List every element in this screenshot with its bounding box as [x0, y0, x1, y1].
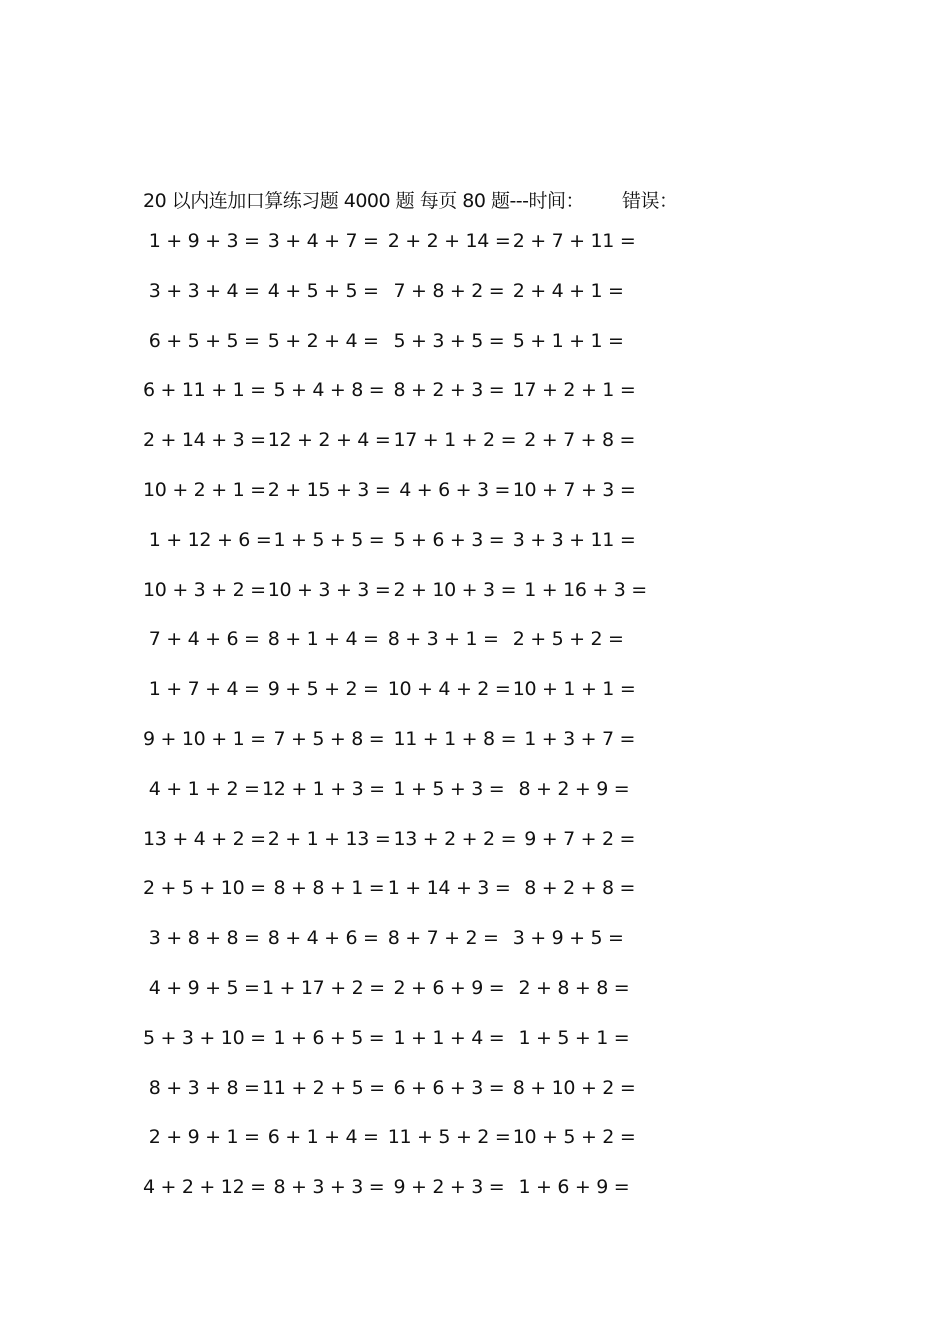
arithmetic-problem: 5 + 3 + 10 = — [143, 1026, 266, 1049]
worksheet-header — [143, 186, 678, 213]
arithmetic-problem: 1 + 9 + 3 = — [143, 230, 260, 252]
arithmetic-problem: 2 + 2 + 14 = — [382, 230, 511, 252]
arithmetic-problem: 4 + 9 + 5 = — [143, 977, 260, 999]
arithmetic-problem: 7 + 8 + 2 = — [382, 279, 505, 302]
problem-row — [0, 280, 950, 310]
problem-row — [0, 678, 950, 708]
arithmetic-problem: 1 + 14 + 3 = — [382, 877, 511, 900]
arithmetic-problem: 8 + 8 + 1 = — [262, 877, 385, 900]
arithmetic-problem: 9 + 5 + 2 = — [262, 678, 379, 701]
arithmetic-problem: 8 + 10 + 2 = — [507, 1076, 636, 1099]
arithmetic-problem: 8 + 2 + 8 = — [507, 877, 636, 900]
arithmetic-problem: 8 + 3 + 8 = — [143, 1076, 260, 1099]
arithmetic-problem: 1 + 5 + 1 = — [507, 1026, 630, 1049]
arithmetic-problem: 10 + 2 + 1 = — [143, 479, 266, 501]
problem-row — [0, 977, 950, 1007]
arithmetic-problem: 3 + 8 + 8 = — [143, 927, 260, 950]
arithmetic-problem: 1 + 3 + 7 = — [507, 728, 636, 750]
arithmetic-problem: 2 + 7 + 11 = — [507, 230, 636, 252]
arithmetic-problem: 17 + 2 + 1 = — [507, 379, 636, 402]
arithmetic-problem: 13 + 4 + 2 = — [143, 827, 266, 850]
arithmetic-problem: 12 + 1 + 3 = — [262, 777, 385, 800]
arithmetic-problem: 5 + 2 + 4 = — [262, 329, 379, 352]
arithmetic-problem: 3 + 4 + 7 = — [262, 230, 379, 252]
arithmetic-problem: 1 + 6 + 9 = — [507, 1176, 630, 1199]
arithmetic-problem: 2 + 15 + 3 = — [262, 479, 391, 501]
arithmetic-problem: 1 + 5 + 5 = — [262, 528, 385, 551]
arithmetic-problem: 1 + 5 + 3 = — [382, 777, 505, 800]
arithmetic-problem: 17 + 1 + 2 = — [382, 429, 517, 452]
arithmetic-problem: 8 + 3 + 1 = — [382, 628, 499, 651]
arithmetic-problem: 3 + 3 + 11 = — [507, 528, 636, 551]
arithmetic-problem: 1 + 16 + 3 = — [507, 578, 647, 601]
arithmetic-problem: 2 + 7 + 8 = — [507, 429, 636, 452]
arithmetic-problem: 2 + 9 + 1 = — [143, 1126, 260, 1149]
arithmetic-problem: 6 + 6 + 3 = — [382, 1076, 505, 1099]
arithmetic-problem: 1 + 17 + 2 = — [262, 977, 385, 999]
arithmetic-problem: 10 + 3 + 3 = — [262, 578, 391, 601]
arithmetic-problem: 10 + 5 + 2 = — [507, 1126, 636, 1149]
problem-row — [0, 1126, 950, 1156]
arithmetic-problem: 10 + 4 + 2 = — [382, 678, 511, 701]
arithmetic-problem: 10 + 1 + 1 = — [507, 678, 636, 701]
problem-row — [0, 579, 950, 609]
arithmetic-problem: 8 + 2 + 9 = — [507, 777, 630, 800]
problem-row — [0, 828, 950, 858]
arithmetic-problem: 1 + 6 + 5 = — [262, 1026, 385, 1049]
problem-row — [0, 230, 950, 260]
problem-row — [0, 379, 950, 409]
arithmetic-problem: 6 + 11 + 1 = — [143, 379, 266, 402]
worksheet-title: 20 以内连加口算练习题 4000 题 每页 80 题---时间： — [143, 190, 585, 212]
arithmetic-problem: 7 + 4 + 6 = — [143, 628, 260, 651]
problem-row — [0, 479, 950, 509]
arithmetic-problem: 1 + 12 + 6 = — [143, 528, 272, 551]
arithmetic-problem: 8 + 2 + 3 = — [382, 379, 505, 402]
problem-row — [0, 529, 950, 559]
arithmetic-problem: 8 + 1 + 4 = — [262, 628, 379, 651]
problem-row — [0, 429, 950, 459]
arithmetic-problem: 2 + 10 + 3 = — [382, 578, 517, 601]
arithmetic-problem: 10 + 7 + 3 = — [507, 479, 636, 501]
arithmetic-problem: 4 + 1 + 2 = — [143, 777, 260, 800]
arithmetic-problem: 2 + 1 + 13 = — [262, 827, 391, 850]
arithmetic-problem: 8 + 4 + 6 = — [262, 927, 379, 950]
arithmetic-problem: 11 + 2 + 5 = — [262, 1076, 385, 1099]
arithmetic-problem: 3 + 3 + 4 = — [143, 279, 260, 302]
arithmetic-problem: 11 + 5 + 2 = — [382, 1126, 511, 1149]
arithmetic-problem: 6 + 5 + 5 = — [143, 329, 260, 352]
arithmetic-problem: 10 + 3 + 2 = — [143, 578, 266, 601]
arithmetic-problem: 8 + 7 + 2 = — [382, 927, 499, 950]
problem-row — [0, 778, 950, 808]
arithmetic-problem: 2 + 4 + 1 = — [507, 279, 624, 302]
problem-row — [0, 927, 950, 957]
problem-row — [0, 330, 950, 360]
arithmetic-problem: 4 + 6 + 3 = — [382, 479, 511, 501]
arithmetic-problem: 9 + 2 + 3 = — [382, 1176, 505, 1199]
arithmetic-problem: 2 + 14 + 3 = — [143, 429, 266, 452]
arithmetic-problem: 2 + 8 + 8 = — [507, 977, 630, 999]
arithmetic-problem: 11 + 1 + 8 = — [382, 728, 517, 750]
arithmetic-problem: 1 + 1 + 4 = — [382, 1026, 505, 1049]
errors-label: 错误： — [622, 190, 678, 212]
problem-row — [0, 1176, 950, 1206]
arithmetic-problem: 4 + 2 + 12 = — [143, 1176, 266, 1199]
arithmetic-problem: 7 + 5 + 8 = — [262, 728, 385, 750]
problem-row — [0, 728, 950, 758]
arithmetic-problem: 5 + 6 + 3 = — [382, 528, 505, 551]
arithmetic-problem: 1 + 7 + 4 = — [143, 678, 260, 701]
arithmetic-problem: 4 + 5 + 5 = — [262, 279, 379, 302]
arithmetic-problem: 9 + 7 + 2 = — [507, 827, 636, 850]
problem-row — [0, 1077, 950, 1107]
arithmetic-problem: 5 + 3 + 5 = — [382, 329, 505, 352]
problem-row — [0, 628, 950, 658]
arithmetic-problem: 9 + 10 + 1 = — [143, 728, 266, 750]
arithmetic-problem: 13 + 2 + 2 = — [382, 827, 517, 850]
arithmetic-problem: 5 + 1 + 1 = — [507, 329, 624, 352]
arithmetic-problem: 3 + 9 + 5 = — [507, 927, 624, 950]
problem-row — [0, 1027, 950, 1057]
problem-row — [0, 877, 950, 907]
arithmetic-problem: 2 + 5 + 2 = — [507, 628, 624, 651]
arithmetic-problem: 6 + 1 + 4 = — [262, 1126, 379, 1149]
arithmetic-problem: 12 + 2 + 4 = — [262, 429, 391, 452]
arithmetic-problem: 8 + 3 + 3 = — [262, 1176, 385, 1199]
arithmetic-problem: 2 + 6 + 9 = — [382, 977, 505, 999]
arithmetic-problem: 2 + 5 + 10 = — [143, 877, 266, 900]
arithmetic-problem: 5 + 4 + 8 = — [262, 379, 385, 402]
